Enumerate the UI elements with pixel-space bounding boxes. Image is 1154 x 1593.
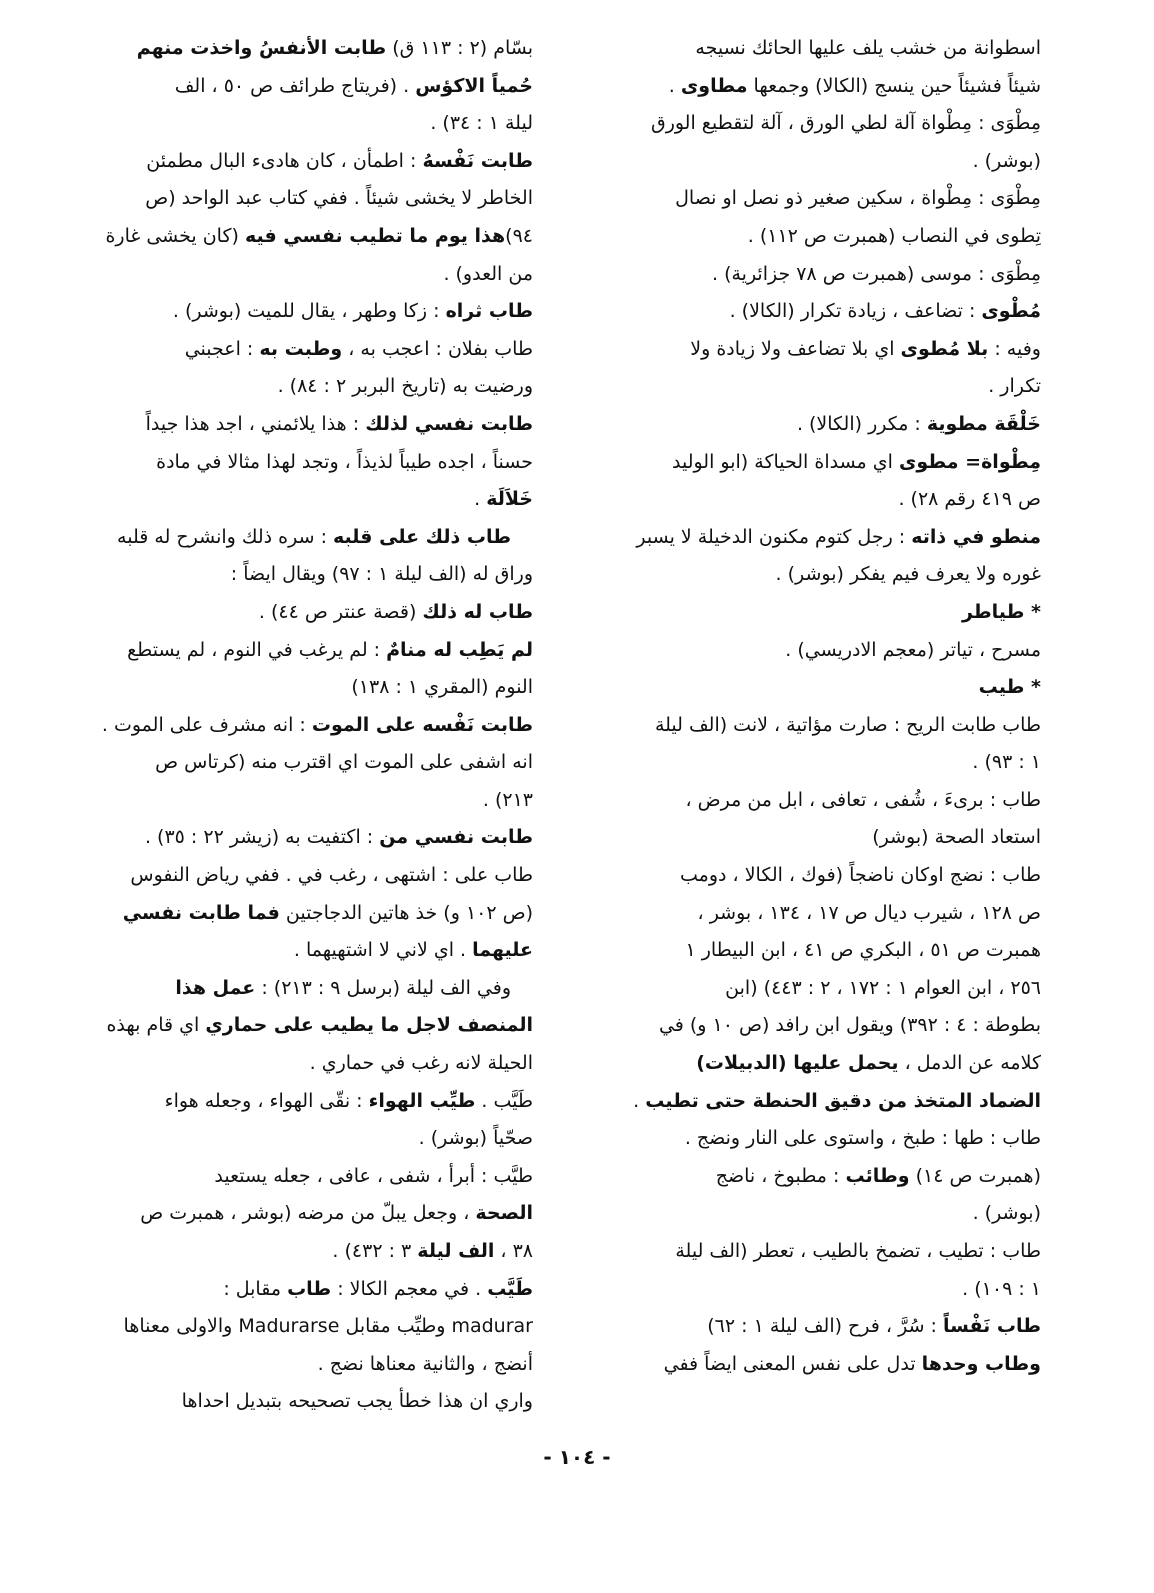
text-line	[88, 1346, 533, 1384]
entry-headword: طيِّب الهواء	[368, 1089, 476, 1112]
entry-text: . اي لاني لا اشتهيهما .	[293, 939, 473, 962]
entry-headword: وطبت به	[259, 337, 343, 360]
entry-text: ليلة ١ : ٣٤) .	[430, 112, 533, 135]
entry-headword: المنصف لاجل ما يطيب على حماري	[205, 1014, 533, 1037]
text-line	[596, 1045, 1041, 1083]
entry-text: ٢١٣) .	[482, 788, 533, 811]
entry-text: طاب : تطيب ، تضمخ بالطيب ، تعطر (الف ليلة	[675, 1240, 1041, 1262]
text-line	[88, 519, 533, 557]
text-line	[596, 218, 1041, 256]
text-line	[596, 1195, 1041, 1233]
text-line	[596, 331, 1041, 369]
entry-text: الخاطر لا يخشى شيئاً . ففي كتاب عبد الواحد (ص	[145, 187, 533, 210]
text-line	[88, 857, 533, 895]
entry-text: بسّام (٢ : ١١٣ ق)	[386, 37, 533, 59]
entry-text: ١ : ٩٣) .	[972, 751, 1041, 774]
text-line	[596, 744, 1041, 782]
entry-text: ، وجعل يبلّ من مرضه (بوشر ، همبرت ص	[140, 1202, 476, 1225]
entry-text: .	[474, 488, 487, 511]
entry-text: ورضيت به (تاريخ البربر ٢ : ٨٤) .	[277, 375, 533, 398]
text-line	[88, 1158, 533, 1196]
entry-headword: * طياطر	[961, 600, 1041, 623]
entry-text: حسناً ، اجده طيباً لذيذاً ، وتجد لهذا مثالا في مادة	[156, 450, 533, 473]
text-line	[596, 1120, 1041, 1158]
entry-text: طاب : نضج اوكان ناضجاً (فوك ، الكالا ، دومب	[680, 864, 1041, 887]
entry-text: مِطْوَى : مِطْواة آلة لطي الورق ، آلة لتقطيع الورق	[650, 112, 1041, 135]
entry-text: (بوشر) .	[972, 149, 1041, 172]
entry-headword: فما طابت نفسي	[122, 901, 280, 924]
entry-headword: طاب ذلك على قلبه	[333, 525, 511, 548]
text-line	[88, 1007, 533, 1045]
text-line	[596, 406, 1041, 444]
text-line	[88, 1083, 533, 1121]
left-column	[88, 30, 533, 1421]
entry-text: : سُرَّ ، فرح (الف ليلة ١ : ٦٢)	[707, 1315, 943, 1338]
text-line	[88, 30, 533, 68]
entry-text: .	[668, 74, 681, 97]
text-line	[88, 1271, 533, 1309]
entry-text: اي مسداة الحياكة (ابو الوليد	[672, 450, 899, 473]
entry-text: طاب : برىءَ ، شُفى ، تعافى ، ابل من مرض ،	[685, 788, 1041, 811]
entry-text: madurar وطيِّب مقابل Madurarse والاولى معناها	[123, 1315, 533, 1338]
text-line	[596, 519, 1041, 557]
entry-text: : هذا يلائمني ، اجد هذا جيداً	[145, 412, 366, 435]
text-line	[88, 293, 533, 331]
text-line	[88, 331, 533, 369]
text-line	[88, 368, 533, 406]
entry-headword: طاب	[287, 1277, 332, 1300]
entry-text: صحّياً (بوشر) .	[418, 1127, 533, 1150]
text-line	[88, 68, 533, 106]
entry-text: (قصة عنتر ص ٤٤) .	[258, 600, 423, 623]
text-line	[88, 594, 533, 632]
entry-headword: خَلْقَة مطوية	[926, 412, 1041, 435]
entry-headword: يحمل عليها (الدبيلات)	[696, 1052, 899, 1075]
entry-text: : رجل كتوم مكنون الدخيلة لا يسبر	[636, 525, 912, 548]
entry-text: ص ٤١٩ رقم ٢٨) .	[898, 488, 1041, 511]
entry-headword: حُمياً الاكؤس	[415, 74, 533, 97]
text-line	[596, 1308, 1041, 1346]
entry-text: واري ان هذا خطأ يجب تصحيحه بتبديل احداها	[181, 1390, 533, 1413]
entry-text: تدل على نفس المعنى ايضاً ففي	[663, 1352, 922, 1375]
text-line	[596, 143, 1041, 181]
text-line	[596, 594, 1041, 632]
entry-text: طاب : طها : طبخ ، واستوى على النار ونضج .	[684, 1127, 1041, 1150]
entry-text: : اطمأن ، كان هادىء البال مطمئن	[146, 149, 423, 172]
entry-text: شيئاً فشيئاً حين ينسج (الكالا) وجمعها	[747, 74, 1041, 97]
text-line	[88, 218, 533, 256]
entry-text: طاب بفلان : اعجب به ،	[342, 337, 533, 360]
entry-text: ١ : ١٠٩) .	[962, 1277, 1041, 1300]
text-line	[596, 256, 1041, 294]
entry-headword: الصحة	[475, 1202, 533, 1225]
entry-text: كلامه عن الدمل ،	[898, 1052, 1041, 1075]
text-line	[596, 444, 1041, 482]
entry-text: : مكرر (الكالا) .	[796, 412, 927, 435]
text-line	[88, 1308, 533, 1346]
entry-text: : لم يرغب في النوم ، لم يستطع	[127, 638, 387, 661]
entry-headword: مِطْواة= مطوى	[898, 450, 1041, 473]
text-line	[88, 556, 533, 594]
entry-headword: لم يَطِب له منامٌ	[386, 638, 533, 661]
entry-text: : تضاعف ، زيادة تكرار (الكالا) .	[729, 300, 982, 323]
text-line	[88, 481, 533, 519]
text-line	[596, 556, 1041, 594]
entry-text: ص ١٢٨ ، شيرب ديال ص ١٧ ، ١٣٤ ، بوشر ،	[697, 901, 1041, 924]
entry-text: . في معجم الكالا :	[331, 1277, 488, 1300]
text-line	[596, 932, 1041, 970]
entry-text: : زكا وطهر ، يقال للميت (بوشر) .	[172, 300, 446, 323]
page-number: - ١٠٤ -	[543, 1445, 611, 1469]
entry-text: (همبرت ص ١٤)	[909, 1164, 1041, 1187]
text-line	[596, 1271, 1041, 1309]
text-line	[88, 707, 533, 745]
entry-text: ٢٥٦ ، ابن العوام ١ : ١٧٢ ، ٢ : ٤٤٣) (ابن	[725, 976, 1041, 999]
entry-text: ٣ : ٤٣٢) .	[332, 1240, 418, 1262]
entry-text: تِطوى في النصاب (همبرت ص ١١٢) .	[747, 224, 1041, 247]
entry-text: . (فريتاج طرائف ص ٥٠ ، الف	[174, 74, 416, 97]
entry-headword: بلا مُطوى	[900, 337, 989, 360]
right-column	[596, 30, 1041, 1383]
entry-text: : اعجبني	[184, 337, 260, 360]
entry-text: : سره ذلك وانشرح له قلبه	[117, 525, 334, 548]
text-line	[596, 368, 1041, 406]
text-line	[88, 970, 533, 1008]
entry-text: مِطْوَى : موسى (همبرت ص ٧٨ جزائرية) .	[711, 262, 1041, 285]
entry-text: بطوطة : ٤ : ٣٩٢) ويقول ابن رافد (ص ١٠ و) في	[658, 1014, 1041, 1037]
text-line	[596, 481, 1041, 519]
entry-text: من العدو) .	[443, 262, 533, 285]
entry-text: طاب طابت الريح : صارت مؤاتية ، لانت (الف ليلة	[654, 713, 1041, 736]
text-line	[596, 895, 1041, 933]
entry-headword: طابت الأنفسُ واخذت منهم	[136, 37, 387, 59]
entry-text: استعاد الصحة (بوشر)	[872, 826, 1041, 849]
entry-headword: طابت نَفْسه على الموت	[311, 713, 533, 736]
entry-headword: طابت نفسي من	[379, 826, 533, 849]
text-line	[88, 895, 533, 933]
entry-headword: مطاوى	[680, 74, 748, 97]
text-line	[596, 819, 1041, 857]
entry-text: الحيلة لانه رغب في حماري .	[309, 1052, 533, 1075]
entry-text: طَيَّب .	[475, 1089, 533, 1112]
text-line	[88, 143, 533, 181]
entry-headword: مُطْوى	[981, 300, 1041, 323]
entry-text: طاب على : اشتهى ، رغب في . ففي رياض النفوس	[130, 864, 533, 887]
entry-headword: طَيَّب	[487, 1277, 533, 1300]
entry-text: اي قام بهذه	[106, 1014, 206, 1037]
entry-text: همبرت ص ٥١ ، البكري ص ٤١ ، ابن البيطار ١	[685, 939, 1041, 962]
entry-text: مقابل :	[223, 1277, 288, 1300]
entry-text: غوره ولا يعرف فيم يفكر (بوشر) .	[775, 563, 1041, 586]
text-line	[88, 406, 533, 444]
text-line	[596, 30, 1041, 68]
entry-text: وفي الف ليلة (برسل ٩ : ٢١٣) :	[255, 976, 511, 999]
entry-headword: * طيب	[978, 676, 1041, 699]
text-line	[88, 444, 533, 482]
entry-text: انه اشفى على الموت اي اقترب منه (كرتاس ص	[155, 751, 533, 774]
entry-text: وفيه :	[988, 337, 1041, 360]
text-line	[596, 1083, 1041, 1121]
text-line	[88, 1233, 533, 1271]
text-line	[596, 970, 1041, 1008]
text-line	[88, 256, 533, 294]
entry-headword: طاب نَفْساً	[942, 1315, 1041, 1338]
text-line	[88, 669, 533, 707]
entry-headword: الضماد المتخذ من دقيق الحنطة حتى تطيب	[645, 1089, 1041, 1112]
text-line	[596, 1007, 1041, 1045]
entry-text: طيَّب : أبرأ ، شفى ، عافى ، جعله يستعيد	[214, 1164, 533, 1187]
text-line	[596, 857, 1041, 895]
entry-text: ٩٤)	[505, 224, 533, 247]
text-line	[88, 1045, 533, 1083]
entry-text: ٣٨ ،	[494, 1240, 533, 1262]
entry-text: النوم (المقري ١ : ١٣٨)	[351, 676, 533, 699]
entry-headword: طابت نَفْسهُ	[422, 149, 533, 172]
entry-text: مسرح ، تياتر (معجم الادريسي) .	[785, 638, 1041, 661]
entry-text: : نقّى الهواء ، وجعله هواء	[164, 1089, 369, 1112]
text-line	[88, 782, 533, 820]
entry-text: مِطْوَى : مِطْواة ، سكين صغير ذو نصل او نصال	[675, 187, 1041, 210]
text-line	[88, 1120, 533, 1158]
text-line	[88, 1383, 533, 1421]
entry-text: : انه مشرف على الموت .	[101, 713, 312, 736]
entry-headword: طاب ثراه	[445, 300, 533, 323]
entry-text: اسطوانة من خشب يلف عليها الحائك نسيجه	[695, 37, 1041, 59]
entry-text: .	[633, 1089, 646, 1112]
entry-headword: الف ليلة	[417, 1240, 495, 1262]
entry-headword: عليهما	[472, 939, 533, 962]
text-line	[596, 1233, 1041, 1271]
text-line	[88, 632, 533, 670]
text-line	[88, 105, 533, 143]
entry-text: وراق له (الف ليلة ١ : ٩٧) ويقال ايضاً :	[230, 563, 533, 586]
entry-headword: طابت نفسي لذلك	[365, 412, 533, 435]
text-line	[596, 293, 1041, 331]
entry-headword: خَلاَلَة	[486, 488, 533, 511]
text-line	[88, 819, 533, 857]
text-line	[88, 180, 533, 218]
entry-text: (ص ١٠٢ و) خذ هاتين الدجاجتين	[279, 901, 533, 924]
text-line	[596, 68, 1041, 106]
entry-headword: عمل هذا	[175, 976, 256, 999]
entry-text: (كان يخشى غارة	[105, 224, 245, 247]
text-line	[596, 707, 1041, 745]
entry-text: اي بلا تضاعف ولا زيادة ولا	[690, 337, 901, 360]
entry-text: (بوشر) .	[972, 1202, 1041, 1225]
text-line	[88, 932, 533, 970]
entry-text: تكرار .	[988, 375, 1041, 398]
text-line	[596, 669, 1041, 707]
entry-headword: وطاب وحدها	[921, 1352, 1041, 1375]
entry-text: أنضج ، والثانية معناها نضج .	[317, 1352, 533, 1375]
text-line	[596, 782, 1041, 820]
entry-headword: هذا يوم ما تطيب نفسي فيه	[244, 224, 506, 247]
entry-headword: وطائب	[845, 1164, 910, 1187]
text-line	[88, 744, 533, 782]
text-line	[596, 632, 1041, 670]
text-line	[596, 105, 1041, 143]
text-line	[596, 180, 1041, 218]
text-line	[596, 1346, 1041, 1384]
entry-text: : مطبوخ ، ناضج	[715, 1164, 846, 1187]
entry-headword: طاب له ذلك	[422, 600, 533, 623]
entry-headword: منطو في ذاته	[911, 525, 1041, 548]
text-line	[596, 1158, 1041, 1196]
entry-text: : اكتفيت به (زيشر ٢٢ : ٣٥) .	[144, 826, 380, 849]
text-line	[88, 1195, 533, 1233]
